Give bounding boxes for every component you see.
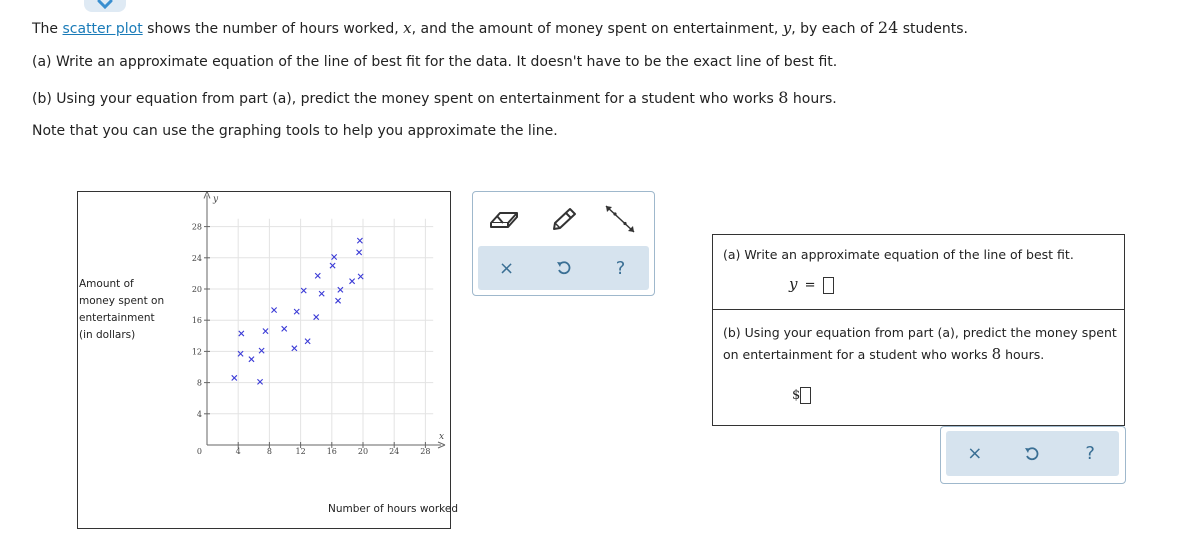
y-axis-label-line: Amount of <box>79 278 134 290</box>
clear-answer-button[interactable] <box>958 439 992 469</box>
close-icon: × <box>967 443 983 464</box>
scatter-plot-link[interactable]: scatter plot <box>62 21 143 37</box>
collapse-toggle[interactable] <box>84 0 126 12</box>
data-point <box>305 339 310 344</box>
undo-icon <box>1024 446 1040 462</box>
data-point <box>332 254 337 259</box>
line-tool[interactable] <box>603 202 637 236</box>
part-b-instruction: (b) Using your equation from part (a), predict the money spent on entertainment for a student who works 8 hours. <box>32 88 837 107</box>
data-point <box>349 279 354 284</box>
answer-box <box>712 234 1125 426</box>
equation-row: y = <box>789 275 834 294</box>
y-tick-label: 16 <box>191 316 202 326</box>
data-point <box>315 273 320 278</box>
plot-area[interactable] <box>78 192 450 528</box>
x-axis-symbol: x <box>439 432 445 442</box>
data-point <box>335 298 340 303</box>
data-point <box>294 309 299 314</box>
pencil-icon <box>548 205 580 233</box>
data-point <box>292 346 297 351</box>
origin-label: 0 <box>196 447 202 456</box>
x-tick-label: 4 <box>235 447 241 456</box>
help-icon: ? <box>615 257 626 279</box>
part-b-prompt-line2: on entertainment for a student who works 8 hours. <box>723 345 1045 363</box>
data-point <box>259 348 264 353</box>
clear-button[interactable] <box>490 253 524 283</box>
answer-divider <box>713 309 1124 310</box>
x-tick-label: 12 <box>295 447 306 456</box>
y-tick-label: 20 <box>191 285 202 294</box>
eraser-tool[interactable] <box>487 202 521 236</box>
data-point <box>330 263 335 268</box>
x-tick-label: 24 <box>389 447 400 456</box>
data-point <box>282 326 287 331</box>
problem-intro: The scatter plot shows the number of hours worked, x, and the amount of money spent on entertainment, y, by each of 24 students. <box>32 18 968 37</box>
y-tick-label: 8 <box>196 378 202 388</box>
undo-icon <box>556 260 572 276</box>
y-tick-label: 4 <box>196 409 202 419</box>
eraser-icon <box>488 207 520 231</box>
scatter-plot-graph[interactable] <box>77 191 458 529</box>
data-point <box>249 357 254 362</box>
money-input[interactable] <box>800 387 811 404</box>
x-tick-label: 20 <box>357 447 369 456</box>
undo-button[interactable] <box>547 253 581 283</box>
help-button[interactable] <box>604 253 638 283</box>
equation-input[interactable] <box>823 277 834 294</box>
part-b-prompt-line1: (b) Using your equation from part (a), predict the money spent <box>723 325 1117 340</box>
pencil-tool[interactable] <box>547 202 581 236</box>
data-point <box>314 314 319 319</box>
y-tick-label: 24 <box>191 253 202 263</box>
part-a-prompt: (a) Write an approximate equation of the line of best fit. <box>723 247 1074 262</box>
x-tick-label: 8 <box>266 447 272 456</box>
data-point <box>257 379 262 384</box>
help-answer-button[interactable] <box>1073 439 1107 469</box>
y-tick-label: 12 <box>191 347 202 357</box>
graphing-tools-panel <box>472 191 655 296</box>
y-axis-label-line: entertainment <box>79 312 155 324</box>
data-point <box>358 274 363 279</box>
data-point <box>357 250 362 255</box>
line-tool-icon <box>603 204 637 234</box>
y-axis-label-line: money spent on <box>79 295 165 307</box>
data-point <box>271 307 276 312</box>
y-axis-label-line: (in dollars) <box>79 329 136 341</box>
graph-control-bar <box>478 246 649 290</box>
money-row: $ <box>792 387 811 404</box>
part-a-instruction: (a) Write an approximate equation of the line of best fit for the data. It doesn't have to be the exact line of best fit. <box>32 54 838 70</box>
data-point <box>232 375 237 380</box>
x-tick-label: 28 <box>420 447 431 456</box>
x-tick-label: 16 <box>326 447 337 456</box>
data-point <box>338 287 343 292</box>
help-icon: ? <box>1085 443 1095 464</box>
answer-controls <box>940 426 1126 484</box>
y-axis-symbol: y <box>213 194 219 205</box>
data-point <box>238 351 243 356</box>
y-tick-label: 28 <box>191 222 202 232</box>
data-point <box>357 238 362 243</box>
answer-control-bar <box>946 431 1119 476</box>
undo-answer-button[interactable] <box>1015 439 1049 469</box>
chevron-down-icon <box>97 0 113 9</box>
data-point <box>319 291 324 296</box>
data-point <box>263 329 268 334</box>
x-axis-label: Number of hours worked <box>328 503 458 515</box>
data-point <box>239 331 244 336</box>
graphing-tools-note: Note that you can use the graphing tools to help you approximate the line. <box>32 123 558 139</box>
close-icon: × <box>498 257 515 279</box>
